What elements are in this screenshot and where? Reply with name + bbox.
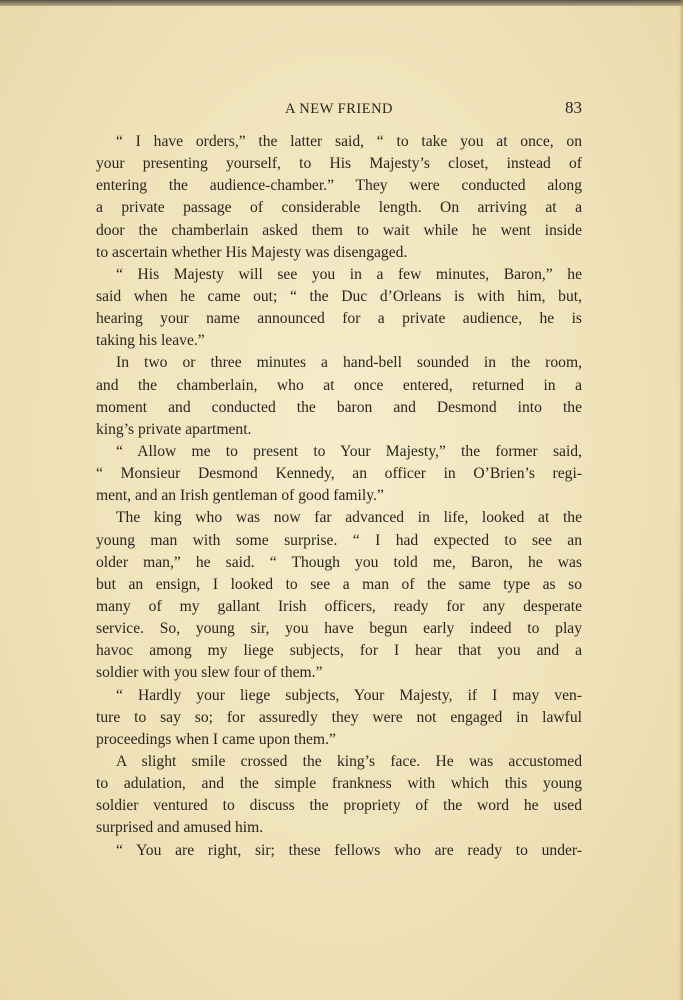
text-line: to ascertain whether His Majesty was disengaged. <box>96 243 408 261</box>
text-line: In two or three minutes a hand-bell sounded in the room, <box>116 354 582 372</box>
text-line: “ Monsieur Desmond Kennedy, an officer in O’Brien’s regi- <box>96 465 582 483</box>
text-line: a private passage of considerable length. On arriving at a <box>96 199 582 217</box>
page-top-edge <box>0 0 683 6</box>
body-text <box>96 131 582 862</box>
text-line: “ Hardly your liege subjects, Your Majesty, if I may ven- <box>116 686 582 704</box>
text-line: “ I have orders,” the latter said, “ to take you at once, on <box>116 133 582 150</box>
text-line: but an ensign, I looked to see a man of the same type as so <box>96 575 582 593</box>
text-line: proceedings when I came upon them.” <box>96 730 336 748</box>
text-line: A slight smile crossed the king’s face. He was accustomed <box>116 752 582 770</box>
text-line: “ You are right, sir; these fellows who are ready to under- <box>116 841 582 859</box>
text-line: king’s private apartment. <box>96 420 252 438</box>
text-line: to adulation, and the simple frankness with which this young <box>96 775 582 793</box>
text-line: surprised and amused him. <box>96 819 264 837</box>
text-line: soldier ventured to discuss the propriety of the word he used <box>96 797 582 815</box>
running-head-title: A NEW FRIEND <box>284 101 394 117</box>
text-line: and the chamberlain, who at once entered, returned in a <box>96 376 582 394</box>
text-line: hearing your name announced for a private audience, he is <box>96 310 582 328</box>
text-line: door the chamberlain asked them to wait while he went inside <box>96 221 582 239</box>
text-line: many of my gallant Irish officers, ready for any desperate <box>96 597 582 615</box>
text-line: older man,” he said. “ Though you told me, Baron, he was <box>96 553 582 571</box>
text-line: “ Allow me to present to Your Majesty,” the former said, <box>116 442 582 460</box>
text-line: said when he came out; “ the Duc d’Orleans is with him, but, <box>96 287 582 305</box>
text-line: havoc among my liege subjects, for I hear that you and a <box>96 642 582 660</box>
running-head <box>96 98 582 120</box>
page-right-edge <box>679 0 683 1000</box>
text-line: your presenting yourself, to His Majesty’s closet, instead of <box>96 155 582 173</box>
text-line: young man with some surprise. “ I had expected to see an <box>96 531 582 549</box>
text-line: ture to say so; for assuredly they were not engaged in lawful <box>96 708 582 726</box>
text-line: soldier with you slew four of them.” <box>96 664 323 682</box>
text-line: ment, and an Irish gentleman of good family.” <box>96 487 384 505</box>
text-line: entering the audience-chamber.” They were conducted along <box>96 177 582 195</box>
text-line: taking his leave.” <box>96 332 205 350</box>
text-line: service. So, young sir, you have begun early indeed to play <box>96 620 582 638</box>
text-line: moment and conducted the baron and Desmond into the <box>96 398 582 416</box>
text-line: “ His Majesty will see you in a few minutes, Baron,” he <box>116 265 582 283</box>
text-line: The king who was now far advanced in life, looked at the <box>116 509 582 527</box>
page-number: 83 <box>565 98 582 117</box>
